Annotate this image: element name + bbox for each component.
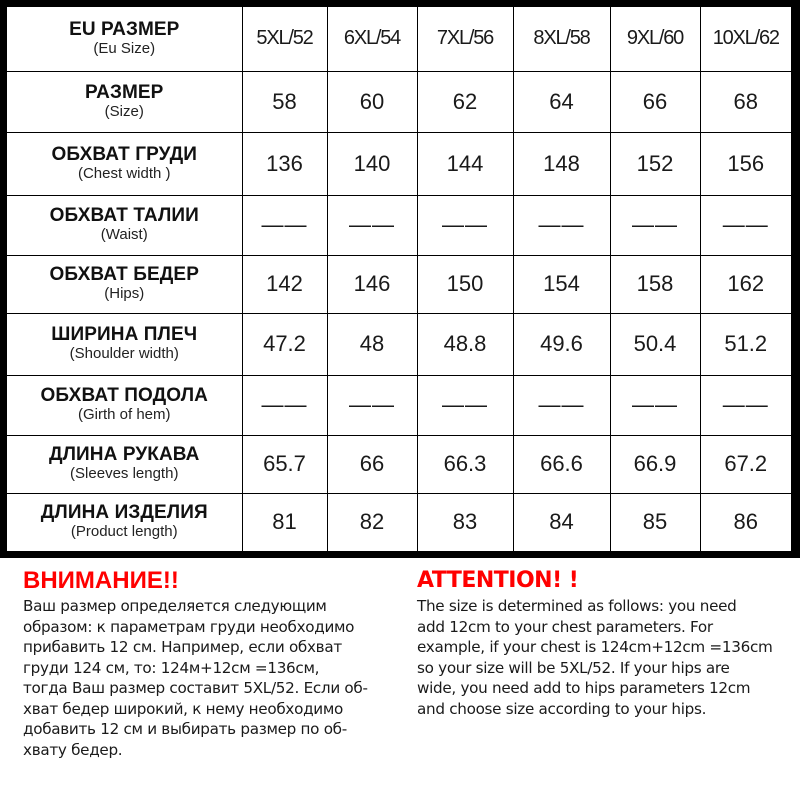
value-cell: 140 — [327, 132, 417, 195]
value-cell: 86 — [700, 493, 791, 551]
note-line: and choose size according to your hips. — [417, 699, 707, 718]
row-label-cell — [7, 493, 242, 551]
row-label-cell — [7, 132, 242, 195]
note-line: example, if your chest is 124cm+12cm =136cm — [417, 638, 773, 656]
empty-value-cell: —— — [513, 375, 610, 435]
value-cell: 66.3 — [417, 435, 513, 493]
value-cell: 84 — [513, 493, 610, 551]
size-table — [7, 7, 791, 551]
value-cell: 142 — [242, 255, 327, 313]
row-label-en: (Waist) — [100, 226, 148, 243]
value-cell: 158 — [610, 255, 700, 313]
value-cell: 51.2 — [700, 313, 791, 375]
value-cell: 58 — [242, 71, 327, 132]
measurement-row — [7, 255, 791, 313]
size-column-header: 9XL/60 — [610, 7, 700, 71]
empty-value-cell: —— — [242, 195, 327, 255]
note-line: хвату бедер. — [23, 740, 123, 759]
empty-value-cell: —— — [327, 375, 417, 435]
row-label-cell — [7, 435, 242, 493]
row-label-ru: ДЛИНА РУКАВА — [48, 444, 200, 465]
note-line: The size is determined as follows: you need — [417, 597, 737, 615]
empty-value-cell: —— — [700, 195, 791, 255]
note-line: wide, you need add to hips parameters 12cm — [417, 679, 751, 697]
row-label-cell — [7, 71, 242, 132]
row-label-ru: ОБХВАТ ПОДОЛА — [40, 385, 208, 406]
measurement-row — [7, 435, 791, 493]
row-label-en: (Hips) — [104, 285, 145, 302]
row-label-en: (Size) — [104, 102, 144, 120]
note-line: so your size will be 5XL/52. If your hips are — [417, 658, 730, 677]
empty-value-cell: —— — [700, 375, 791, 435]
row-label-cell — [7, 195, 242, 255]
empty-value-cell: —— — [417, 375, 513, 435]
value-cell: 62 — [417, 71, 513, 132]
empty-value-cell: —— — [513, 195, 610, 255]
value-cell: 81 — [242, 493, 327, 551]
row-label-cell — [7, 313, 242, 375]
warning-body-en — [417, 596, 800, 719]
value-cell: 64 — [513, 71, 610, 132]
value-cell: 136 — [242, 132, 327, 195]
value-cell: 144 — [417, 132, 513, 195]
value-cell: 152 — [610, 132, 700, 195]
row-label-en: (Shoulder width) — [69, 345, 179, 362]
row-label-en: (Product length) — [70, 523, 178, 541]
measurement-row — [7, 71, 791, 132]
empty-value-cell: —— — [242, 375, 327, 435]
size-column-header: 8XL/58 — [513, 7, 610, 71]
value-cell: 156 — [700, 132, 791, 195]
row-label-ru: ОБХВАТ БЕДЕР — [49, 264, 199, 285]
note-line: груди 124 см, то: 124м+12см =136см, — [23, 658, 320, 677]
row-label-en: (Chest width ) — [77, 164, 171, 182]
value-cell: 154 — [513, 255, 610, 313]
note-line: образом: к параметрам груди необходимо — [23, 617, 355, 636]
note-line: прибавить 12 см. Например, если обхват — [23, 638, 342, 656]
measurement-row — [7, 313, 791, 375]
measurement-row — [7, 195, 791, 255]
row-label-en: (Sleeves length) — [70, 465, 179, 482]
row-label-cell — [7, 255, 242, 313]
value-cell: 66.6 — [513, 435, 610, 493]
value-cell: 66 — [327, 435, 417, 493]
size-column-header: 10XL/62 — [700, 7, 791, 71]
warning-note-en — [417, 566, 800, 719]
measurement-row — [7, 375, 791, 435]
value-cell: 85 — [610, 493, 700, 551]
size-header-row — [7, 7, 791, 71]
value-cell: 82 — [327, 493, 417, 551]
value-cell: 146 — [327, 255, 417, 313]
empty-value-cell: —— — [610, 195, 700, 255]
row-label-en: (Eu Size) — [93, 39, 156, 57]
row-label-ru: ДЛИНА ИЗДЕЛИЯ — [40, 502, 208, 524]
value-cell: 65.7 — [242, 435, 327, 493]
value-cell: 162 — [700, 255, 791, 313]
row-label-ru: ШИРИНА ПЛЕЧ — [51, 324, 198, 345]
empty-value-cell: —— — [610, 375, 700, 435]
warning-body-ru — [23, 596, 408, 760]
measurement-row — [7, 493, 791, 551]
note-line: хват бедер широкий, к нему необходимо — [23, 699, 343, 718]
row-label-ru: ОБХВАТ ТАЛИИ — [49, 205, 199, 226]
note-line: add 12cm to your chest parameters. For — [417, 617, 713, 636]
warning-heading-ru: ВНИМАНИЕ!! — [23, 567, 179, 594]
value-cell: 68 — [700, 71, 791, 132]
empty-value-cell: —— — [327, 195, 417, 255]
value-cell: 66.9 — [610, 435, 700, 493]
note-line: Ваш размер определяется следующим — [23, 597, 327, 615]
header-label-cell — [7, 7, 242, 71]
value-cell: 83 — [417, 493, 513, 551]
note-line: тогда Ваш размер составит 5XL/52. Если об- — [23, 679, 368, 697]
value-cell: 60 — [327, 71, 417, 132]
empty-value-cell: —— — [417, 195, 513, 255]
value-cell: 50.4 — [610, 313, 700, 375]
row-label-ru: EU РАЗМЕР — [69, 18, 180, 40]
value-cell: 48 — [327, 313, 417, 375]
row-label-en: (Girth of hem) — [77, 406, 171, 423]
size-column-header: 6XL/54 — [327, 7, 417, 71]
value-cell: 49.6 — [513, 313, 610, 375]
row-label-ru: ОБХВАТ ГРУДИ — [51, 143, 197, 165]
size-column-header: 5XL/52 — [242, 7, 327, 71]
value-cell: 67.2 — [700, 435, 791, 493]
measurement-row — [7, 132, 791, 195]
value-cell: 148 — [513, 132, 610, 195]
warning-heading-en: ATTENTION! ! — [417, 568, 579, 593]
warning-note-ru — [23, 566, 408, 760]
note-line: добавить 12 см и выбирать размер по об- — [23, 720, 347, 738]
value-cell: 66 — [610, 71, 700, 132]
value-cell: 150 — [417, 255, 513, 313]
row-label-ru: РАЗМЕР — [85, 81, 164, 103]
row-label-cell — [7, 375, 242, 435]
size-column-header: 7XL/56 — [417, 7, 513, 71]
value-cell: 48.8 — [417, 313, 513, 375]
value-cell: 47.2 — [242, 313, 327, 375]
size-chart — [7, 7, 791, 551]
